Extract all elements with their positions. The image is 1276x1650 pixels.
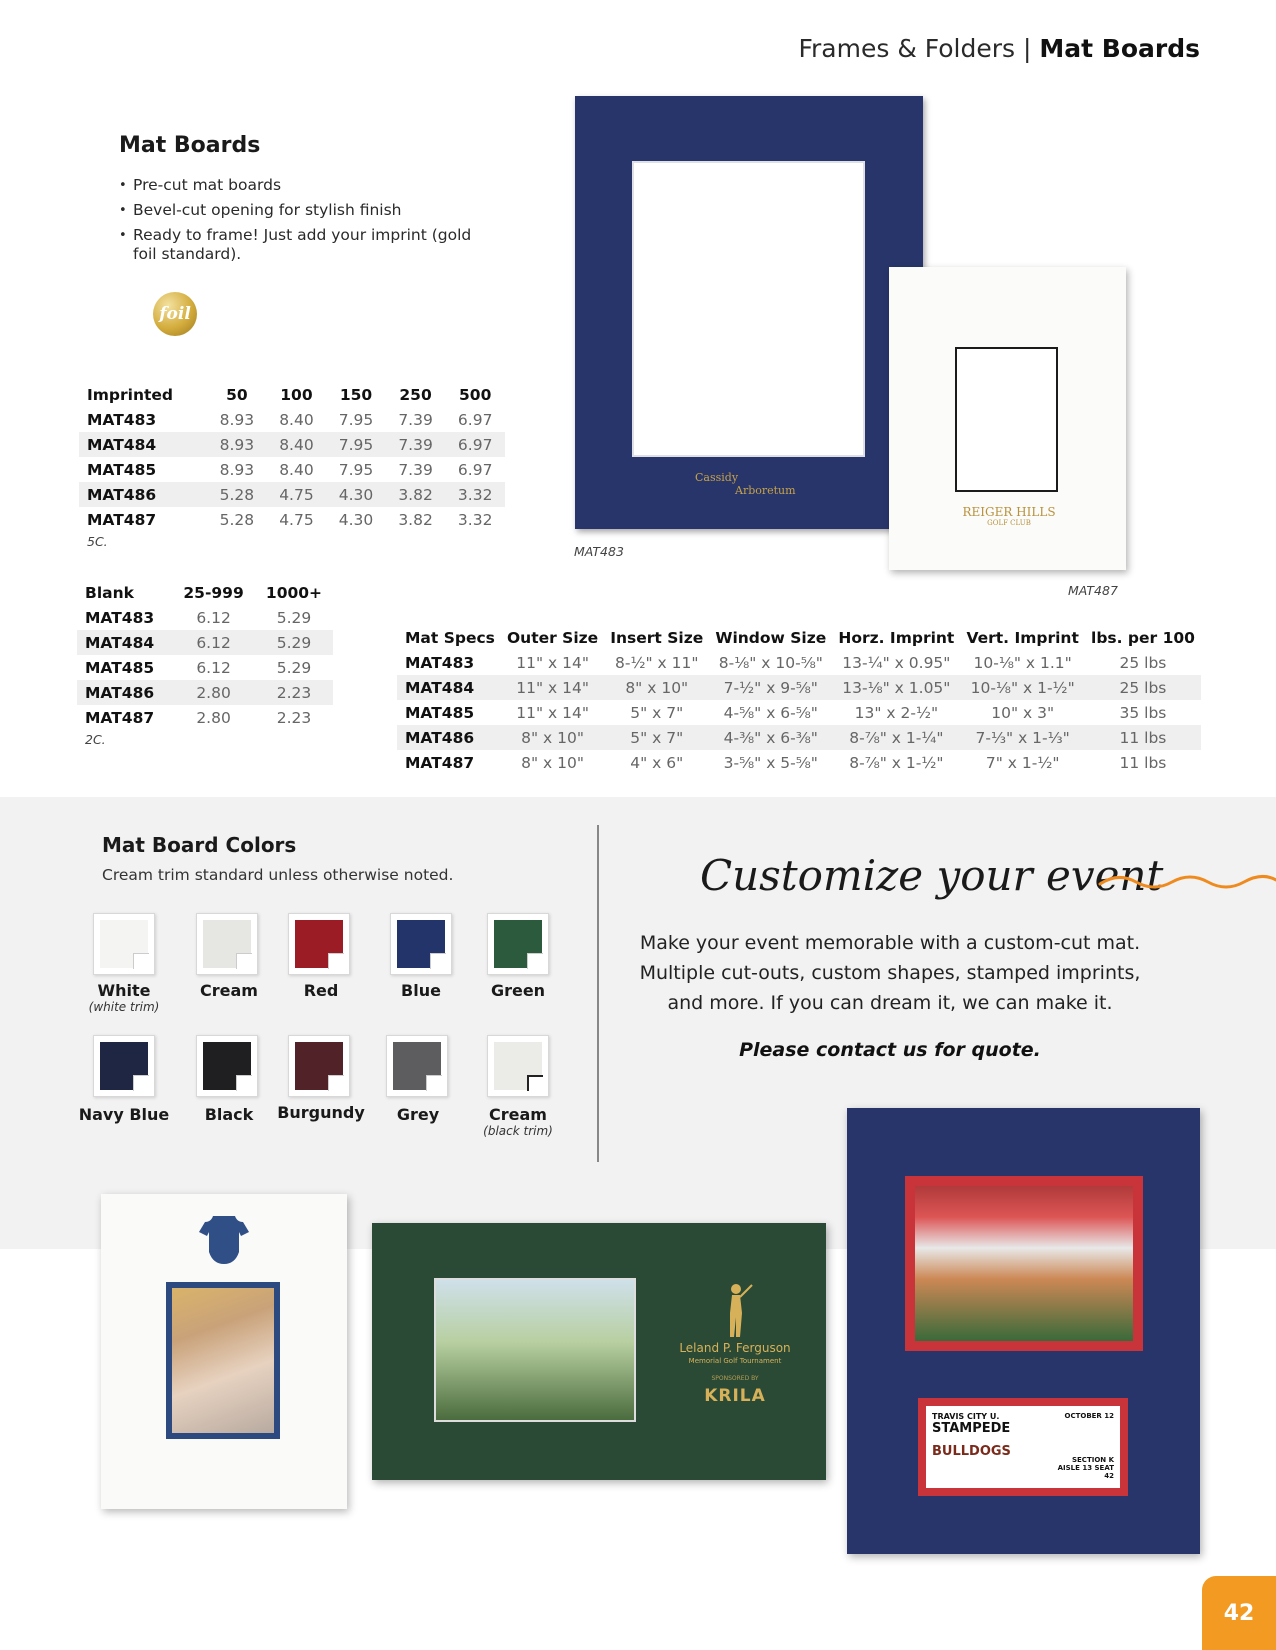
swatch-label: Grey [396,1105,440,1124]
table-header: Outer Size [506,628,599,647]
section-title: Mat Boards [119,133,261,158]
table-cell: 25 lbs [1119,653,1167,672]
golf-mat-example-image [372,1223,826,1480]
table-header-row [77,580,333,605]
swatch-label: Black [204,1105,254,1124]
header-category: Frames & Folders | [798,34,1032,63]
table-cell: 11" x 14" [516,653,589,672]
logo-line: REIGER HILLS [962,505,1056,519]
photo-fill [172,1288,274,1433]
swatch-label: White [97,981,151,1000]
mat-imprint [695,471,825,511]
swatch-label: Burgundy [277,1103,365,1122]
table-cell: 35 lbs [1119,703,1167,722]
table-header-row [79,382,505,407]
table-row [397,725,1201,750]
imprint-line: Arboretum [735,484,796,497]
table-cell: 10" x 3" [991,703,1055,722]
table-header: lbs. per 100 [1091,628,1195,647]
table-header: 150 [339,385,373,404]
table-cell: 8-⅞" x 1-½" [849,753,944,772]
table-header-row [397,625,1201,650]
page-header [798,34,1200,63]
table-row [397,700,1201,725]
table-cell: 7" x 1-½" [985,753,1060,772]
color-swatch [487,913,549,975]
color-swatch [288,1035,350,1097]
table-cell: 4-⅜" x 6-⅜" [709,725,832,750]
table-cell: MAT483 [405,653,475,672]
table-cell: MAT486 [79,482,207,507]
table-cell: 8.93 [219,410,255,429]
table-row [79,482,505,507]
swatch-trim [133,1075,149,1091]
table-cell: 5.29 [276,658,312,677]
table-cell: 8.93 [219,460,255,479]
table-cell: 4-⅝" x 6-⅝" [723,703,818,722]
table-cell: 7-⅓" x 1-⅓" [960,725,1085,750]
table-cell: 3.32 [445,482,505,507]
foil-badge: foil [153,292,197,336]
mat-specs-table [397,625,1201,775]
table-cell: 6.12 [196,658,231,677]
feature-item: • Pre-cut mat boards [119,176,479,195]
swatch-trim [133,953,149,969]
table-cell: 4.30 [338,510,374,529]
table-row [77,605,333,630]
table-row [79,507,505,532]
vertical-divider [597,825,599,1162]
price-code: 5C. [87,534,108,549]
ticket-frame [918,1398,1128,1496]
table-cell: 6.12 [172,630,255,655]
table-cell: 4.75 [267,482,327,507]
table-cell: 11" x 14" [501,675,604,700]
mat-logo [954,505,1064,527]
table-cell: 13-⅛" x 1.05" [832,675,960,700]
table-cell: MAT484 [79,432,207,457]
table-cell: MAT487 [85,708,155,727]
table-cell: 11" x 14" [516,703,589,722]
golf-name: Leland P. Ferguson [679,1341,791,1355]
baby-photo [166,1282,280,1439]
table-cell: 5.29 [276,608,312,627]
swatch-trim [527,1075,543,1091]
colors-title: Mat Board Colors [102,833,297,857]
ticket-line: BULLDOGS [932,1444,1011,1459]
table-header: Imprinted [87,385,174,404]
feature-item: • Bevel-cut opening for stylish finish [119,201,479,220]
price-code: 2C. [85,732,106,747]
table-row [79,407,505,432]
table-cell: 2.23 [276,708,312,727]
table-cell: 5.29 [255,630,333,655]
table-cell: MAT485 [87,460,157,479]
table-cell: 13-¼" x 0.95" [842,653,951,672]
table-header: 25-999 [183,583,244,602]
imprint-line: Cassidy [695,471,739,484]
table-cell: 8" x 10" [521,753,585,772]
onesie-icon [197,1214,251,1266]
table-cell: 3-⅝" x 5-⅝" [723,753,818,772]
table-cell: MAT483 [87,410,157,429]
table-cell: 3.82 [386,482,446,507]
table-cell: 6.12 [196,608,231,627]
color-swatch [288,913,350,975]
swatch-trim [328,1075,344,1091]
image-caption: MAT487 [1068,583,1118,598]
color-swatch [196,913,258,975]
customize-heading: Customize your event [700,851,1164,900]
imprinted-price-table [79,382,505,532]
feature-list [119,176,479,270]
swatch-trim [426,1075,442,1091]
table-header: 250 [399,385,432,404]
table-cell: 8.40 [279,410,314,429]
table-row [397,650,1201,675]
table-header: Mat Specs [405,628,495,647]
swatch-label: Blue [401,981,441,1000]
color-swatch [487,1035,549,1097]
table-cell: 8" x 10" [501,725,604,750]
table-cell: 10-⅛" x 1-½" [960,675,1085,700]
table-header: 50 [226,385,248,404]
table-cell: 4.75 [279,510,314,529]
table-cell: 8" x 10" [604,675,709,700]
table-header: 1000+ [265,583,323,602]
table-cell: 10-⅛" x 1.1" [973,653,1072,672]
logo-line: GOLF CLUB [987,519,1031,527]
table-row [79,457,505,482]
table-cell: 3.82 [398,510,433,529]
table-cell: 5.28 [219,510,255,529]
table-cell: 7.39 [398,410,433,429]
header-title: Mat Boards [1039,34,1200,63]
customize-body: Make your event memorable with a custom-cut mat. Multiple cut-outs, custom shapes, stamped imprints, and more. If you can dream it, we can make it. [639,932,1141,1014]
table-header: 100 [280,385,313,404]
table-header: Blank [85,583,134,602]
swatch-note: (white trim) [88,1000,160,1014]
table-cell: 8-⅞" x 1-¼" [832,725,960,750]
football-mat-example-image [847,1108,1200,1554]
mat-window [632,161,865,457]
image-caption: MAT483 [574,544,624,559]
color-swatch [93,913,155,975]
table-cell: 2.23 [255,680,333,705]
table-cell: 3.32 [457,510,493,529]
table-cell: 6.97 [457,460,493,479]
swatch-trim [236,1075,252,1091]
ticket-seat: SECTION K AISLE 13 SEAT 42 [1057,1456,1114,1480]
table-row [77,655,333,680]
color-swatch [93,1035,155,1097]
golf-sponsor-label: SPONSORED BY [711,1375,759,1382]
table-row [77,705,333,730]
blank-price-table [77,580,333,730]
table-cell: 13" x 2-½" [854,703,939,722]
table-header: Vert. Imprint [966,628,1079,647]
table-header: 500 [459,385,492,404]
squiggle-decoration [1098,870,1276,894]
table-cell: 8.93 [207,432,267,457]
color-swatch [196,1035,258,1097]
table-cell: 2.80 [196,708,231,727]
table-row [397,750,1201,775]
contact-cta: Please contact us for quote. [739,1039,1041,1061]
table-cell: MAT485 [85,658,155,677]
golf-group-photo [434,1278,636,1422]
table-cell: 11 lbs [1085,725,1201,750]
football-photo [905,1176,1143,1351]
golfer-icon [718,1283,754,1339]
table-header: Horz. Imprint [838,628,955,647]
table-cell: 7-½" x 9-⅝" [709,675,832,700]
photo-fill [915,1186,1133,1341]
table-cell: 6.97 [445,432,505,457]
table-cell: 4.30 [326,482,386,507]
table-row [77,680,333,705]
table-cell: MAT485 [405,703,475,722]
table-cell: 5" x 7" [604,725,709,750]
golf-subtitle: Memorial Golf Tournament [688,1357,782,1365]
table-cell: 7.95 [338,460,374,479]
table-cell: 7.95 [326,432,386,457]
table-cell: MAT487 [87,510,157,529]
table-row [397,675,1201,700]
table-cell: 5.28 [207,482,267,507]
mat-window [955,347,1058,492]
color-swatch [390,913,452,975]
table-cell: 25 lbs [1085,675,1201,700]
table-cell: 5" x 7" [630,703,684,722]
table-cell: 7.39 [398,460,433,479]
table-row [77,630,333,655]
table-header: Window Size [715,628,827,647]
baby-mat-example-image [101,1194,347,1509]
swatch-label: Navy Blue [78,1105,170,1124]
swatch-label: Green [490,981,546,1000]
table-cell: 8.40 [267,432,327,457]
swatch-trim [236,953,252,969]
color-swatch [386,1035,448,1097]
table-cell: MAT486 [397,725,501,750]
golf-brand: KRILA [704,1386,766,1406]
table-cell: MAT484 [77,630,172,655]
mat483-product-image [575,96,923,529]
page-number: 42 [1202,1576,1276,1650]
table-cell: 7.95 [338,410,374,429]
table-cell: 4" x 6" [630,753,684,772]
table-cell: 8-½" x 11" [615,653,699,672]
ticket-date: OCTOBER 12 [1064,1412,1114,1420]
colors-subtitle: Cream trim standard unless otherwise noted. [102,866,454,884]
ticket [926,1406,1120,1488]
swatch-note: (black trim) [483,1124,553,1138]
swatch-trim [328,953,344,969]
swatch-label: Red [303,981,339,1000]
table-cell: 8.40 [279,460,314,479]
table-cell: MAT487 [405,753,475,772]
table-cell: 6.97 [457,410,493,429]
swatch-label: Cream [200,981,258,1000]
ticket-line: STAMPEDE [932,1421,1011,1436]
table-row [79,432,505,457]
table-cell: 11 lbs [1119,753,1167,772]
table-cell: 8-⅛" x 10-⅝" [718,653,823,672]
golf-imprint [670,1283,800,1406]
swatch-trim [527,953,543,969]
table-cell: 7.39 [386,432,446,457]
table-cell: MAT486 [77,680,172,705]
swatch-trim [430,953,446,969]
table-cell: 2.80 [172,680,255,705]
mat487-product-image [889,267,1126,570]
ticket-line: TRAVIS CITY U. [932,1412,1000,1421]
table-cell: MAT483 [85,608,155,627]
feature-item: • Ready to frame! Just add your imprint (gold foil standard). [119,226,479,264]
table-header: Insert Size [610,628,704,647]
swatch-label: Cream [489,1105,547,1124]
table-cell: MAT484 [397,675,501,700]
